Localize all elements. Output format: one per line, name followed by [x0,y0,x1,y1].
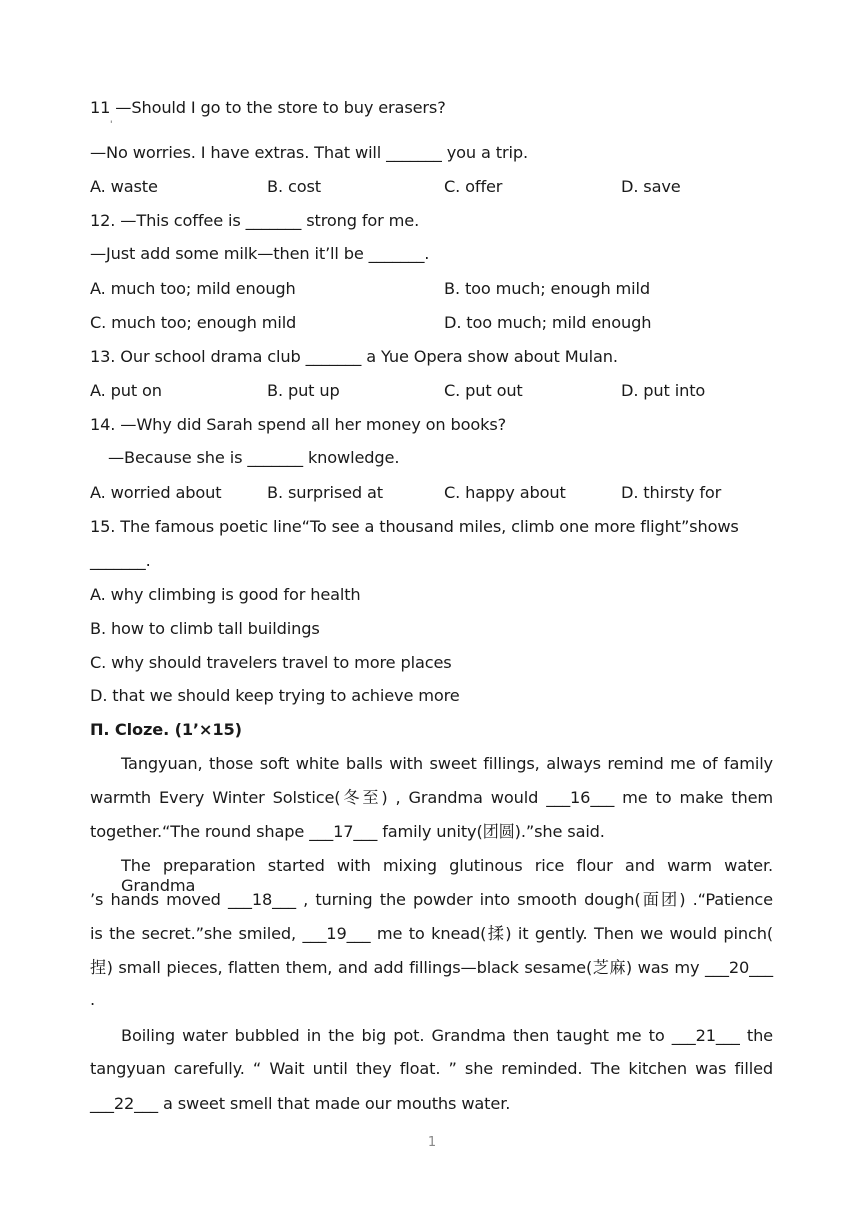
q13-option-d: D. put into [621,381,706,400]
q11-response: —No worries. I have extras. That will _______ you a trip. [90,143,528,162]
q14-option-d: D. thirsty for [621,483,722,502]
passage-p3-line3: ___22___ a sweet smell that made our mouths water. [90,1094,511,1113]
q11-option-a: A. waste [90,177,158,196]
q11-option-d: D. save [621,177,681,196]
q12-stem: 12. —This coffee is _______ strong for me. [90,211,420,230]
passage-p3-line2: tangyuan carefully. “ Wait until they float. ” she reminded. The kitchen was filled [90,1059,773,1078]
passage-p2-line3: is the secret.”she smiled, ___19___ me to knead(揉) it gently. Then we would pinch( [90,924,773,943]
q15-option-a: A. why climbing is good for health [90,585,361,604]
passage-p3-line1: Boiling water bubbled in the big pot. Grandma then taught me to ___21___ the [121,1026,773,1045]
q15-stem-continued: _______. [90,551,151,570]
passage-p1-line1: Tangyuan, those soft white balls with sweet fillings, always remind me of family [121,754,773,773]
q12-option-b: B. too much; enough mild [444,279,650,298]
q15-option-c: C. why should travelers travel to more places [90,653,452,672]
q13-option-c: C. put out [444,381,523,400]
q15-stem: 15. The famous poetic line“To see a thousand miles, climb one more flight”shows [90,517,739,536]
passage-p2-line1: The preparation started with mixing glutinous rice flour and warm water. Grandma [121,856,773,895]
q13-stem: 13. Our school drama club _______ a Yue Opera show about Mulan. [90,347,618,366]
q14-stem: 14. —Why did Sarah spend all her money on books? [90,415,507,434]
q11-mark: ' [110,120,113,130]
q12-option-d: D. too much; mild enough [444,313,652,332]
q13-option-b: B. put up [267,381,340,400]
section-heading-cloze: Π. Cloze. (1’×15) [90,720,242,739]
q15-option-d: D. that we should keep trying to achieve more [90,686,460,705]
q13-option-a: A. put on [90,381,162,400]
q11-stem: 11 —Should I go to the store to buy erasers? [90,98,446,117]
passage-p1-line2: warmth Every Winter Solstice(冬至) , Grandma would ___16___ me to make them [90,788,773,807]
passage-p2-line4: 捏) small pieces, flatten them, and add fillings—black sesame(芝麻) was my ___20___ [90,958,773,977]
q12-option-c: C. much too; enough mild [90,313,297,332]
q12-response: —Just add some milk—then it’ll be _______. [90,244,430,263]
passage-p2-line2: ’s hands moved ___18___ , turning the powder into smooth dough(面团) .“Patience [90,890,773,909]
passage-p2-line5: . [90,990,95,1009]
q14-option-c: C. happy about [444,483,566,502]
q11-option-c: C. offer [444,177,503,196]
q12-option-a: A. much too; mild enough [90,279,296,298]
q11-option-b: B. cost [267,177,321,196]
q14-option-b: B. surprised at [267,483,384,502]
page-number: 1 [427,1135,437,1150]
q15-option-b: B. how to climb tall buildings [90,619,320,638]
passage-p1-line3: together.“The round shape ___17___ family unity(团圆).”she said. [90,822,605,841]
q14-option-a: A. worried about [90,483,222,502]
q14-response: —Because she is _______ knowledge. [108,448,400,467]
